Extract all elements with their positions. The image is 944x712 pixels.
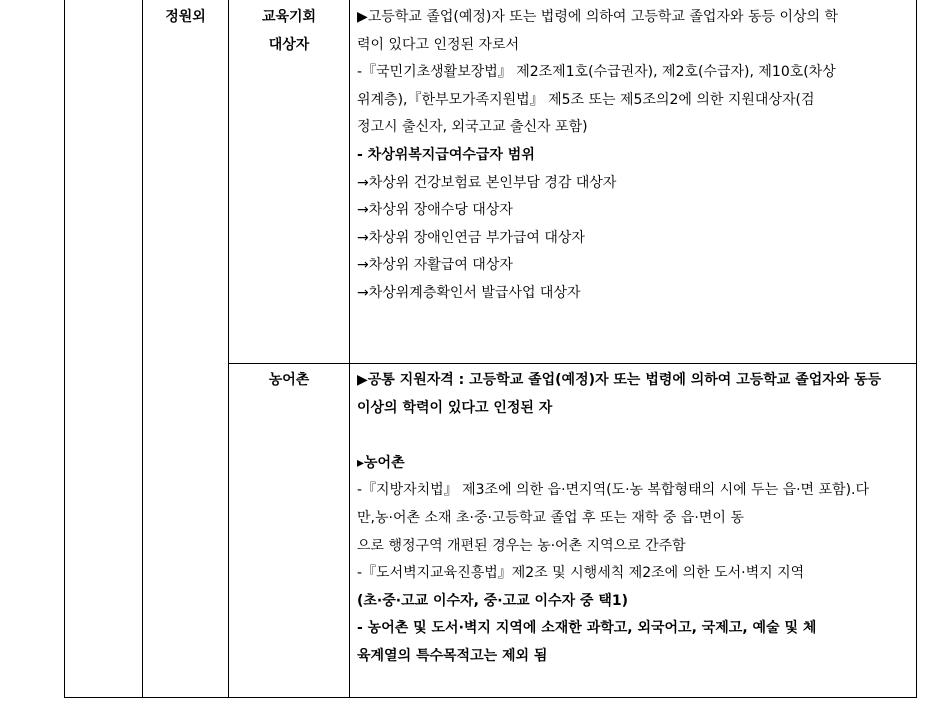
column-divider-1 xyxy=(142,0,143,698)
content-line: →차상위 건강보험료 본인부담 경감 대상자 xyxy=(357,174,617,191)
content-line xyxy=(357,422,913,450)
content-line: →차상위 장애인연금 부가급여 대상자 xyxy=(357,229,585,246)
content-line: →차상위 자활급여 대상자 xyxy=(357,257,513,274)
row-label-line: 교육기회 xyxy=(261,9,317,25)
content-line: 육계열의 특수목적고는 제외 됨 xyxy=(357,647,548,664)
column-divider-3 xyxy=(349,0,350,698)
table-border-left xyxy=(64,0,65,698)
content-line: ▶공통 지원자격 : 고등학교 졸업(예정)자 또는 법령에 의하여 고등학교 졸업자와 동등 xyxy=(357,372,882,388)
content-line: (초·중·고교 이수자, 중·고교 이수자 중 택1) xyxy=(357,592,629,609)
table-border-bottom xyxy=(64,697,917,698)
content-line: -『도서벽지교육진흥법』제2조 및 시행세칙 제2조에 의한 도서·벽지 지역 xyxy=(357,565,805,582)
row-content-rural xyxy=(357,367,913,671)
content-line: - 차상위복지급여수급자 범위 xyxy=(357,146,535,163)
content-line: 력이 있다고 인정된 자로서 xyxy=(357,36,520,53)
column-divider-2 xyxy=(228,0,229,698)
content-line: 이상의 학력이 있다고 인정된 자 xyxy=(357,399,553,416)
row-label-education-opportunity xyxy=(229,3,349,59)
category-label: 정원외 xyxy=(165,9,206,25)
content-line: →차상위 장애수당 대상자 xyxy=(357,202,513,219)
row-divider xyxy=(228,363,917,364)
row-label-rural xyxy=(229,366,349,394)
content-line: 으로 행정구역 개편된 경우는 농·어촌 지역으로 간주함 xyxy=(357,537,686,554)
table-border-right xyxy=(916,0,917,698)
content-line: →차상위계층확인서 발급사업 대상자 xyxy=(357,284,581,301)
content-line: -『국민기초생활보장법』 제2조제1호(수급권자), 제2호(수급자), 제10호(차상 xyxy=(357,64,836,81)
row-label-line: 농어촌 xyxy=(268,372,310,388)
row-content-education-opportunity xyxy=(357,4,913,308)
content-line: 위계층),『한부모가족지원법』 제5조 또는 제5조의2에 의한 지원대상자(검 xyxy=(357,91,815,108)
content-line: - 농어촌 및 도서·벽지 지역에 소재한 과학고, 외국어고, 국제고, 예술 및 체 xyxy=(357,620,817,637)
content-line: ▸농어촌 xyxy=(357,454,405,471)
content-line: -『지방자치법』 제3조에 의한 읍·면지역(도·농 복합형태의 시에 두는 읍·면 포함).다 xyxy=(357,482,870,499)
content-line: 만,농·어촌 소재 초·중·고등학교 졸업 후 또는 재학 중 읍·면이 동 xyxy=(357,509,744,526)
content-line: 정고시 출신자, 외국고교 출신자 포함) xyxy=(357,119,588,136)
row-label-line: 대상자 xyxy=(268,37,310,53)
content-line: ▶고등학교 졸업(예정)자 또는 법령에 의하여 고등학교 졸업자와 동등 이상의 학 xyxy=(357,9,838,25)
